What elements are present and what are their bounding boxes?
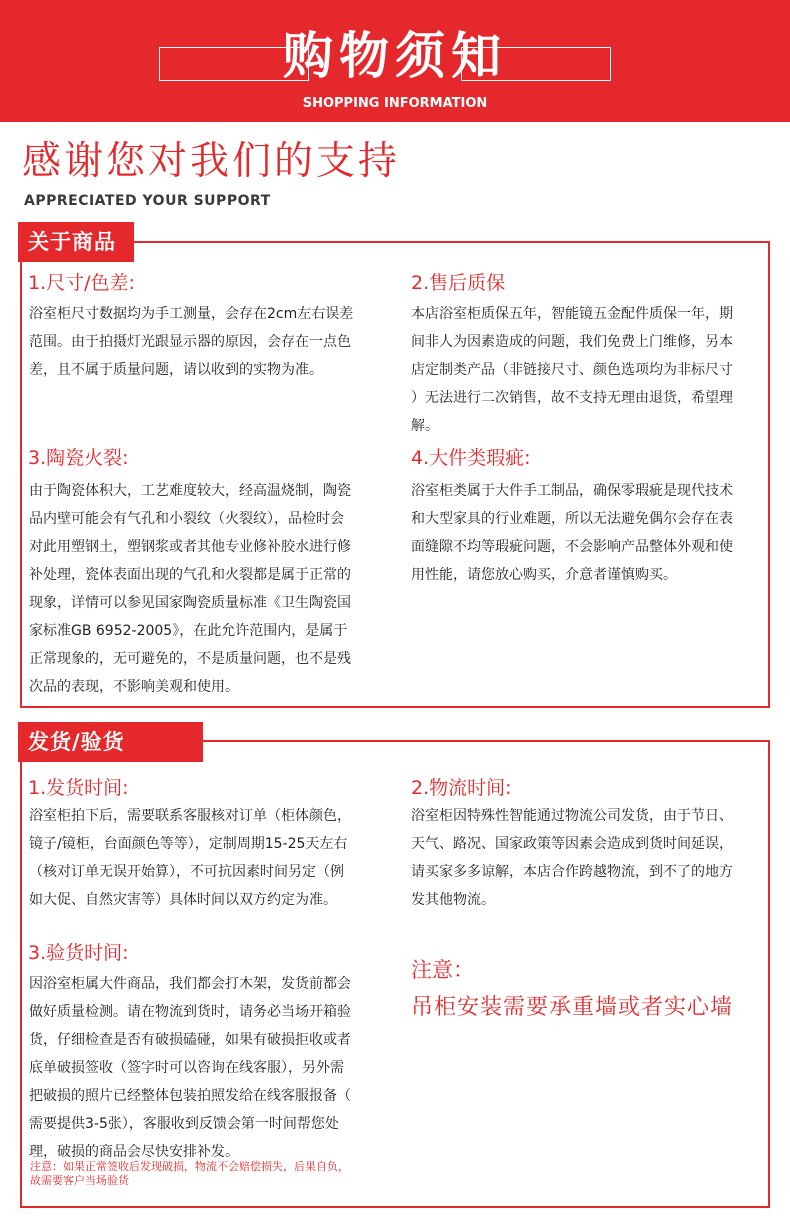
logistics-time-body: 浴室柜因特殊性智能通过物流公司发货，由于节日、 天气、路况、国家政策等因素会造成到货时间延误， 请买家多多谅解，本店合作跨越物流，到不了的地方 发其他物流。 xyxy=(411,808,733,908)
notice-title: 注意： xyxy=(411,958,474,982)
about-section-tag: 关于商品 xyxy=(18,222,134,262)
notice-text: 吊柜安装需要承重墙或者实心墙 xyxy=(411,995,734,1020)
ceramic-crack-title: 3.陶瓷火裂: xyxy=(28,447,129,469)
inspection-time-title: 3.验货时间: xyxy=(28,942,129,964)
shipping-section-tag: 发货/验货 xyxy=(18,722,203,762)
large-item-defect-title: 4.大件类瑕疵: xyxy=(411,447,531,469)
ceramic-crack-body: 由于陶瓷体积大，工艺难度较大，经高温烧制，陶瓷 品内壁可能会有气孔和小裂纹（火裂纹），品检时会 对此用塑钢土，塑钢浆或者其他专业修补胶水进行修 补处理，瓷体表面出现的气孔和火裂都是属于正常的 现象，详情可以参见国家陶瓷质量标准《卫生陶瓷国 家标准GB 6952-2005》，在此允许范围内，是属于 正常现象的，无可避免的，不是质量问题，也不是残 次品的表现，不影响美观和使用。 xyxy=(29,483,351,695)
large-item-defect-body: 浴室柜类属于大件手工制品，确保零瑕疵是现代技术 和大型家具的行业难题，所以无法避免偶尔会存在表 面缝隙不均等瑕疵问题，不会影响产品整体外观和使 用性能，请您放心购买，介意者谨慎购买。 xyxy=(411,483,733,583)
logistics-time-title: 2.物流时间: xyxy=(411,777,512,799)
page-subtitle: SHOPPING INFORMATION xyxy=(302,96,488,111)
inspection-time-body: 因浴室柜属大件商品，我们都会打木架，发货前都会 做好质量检测。请在物流到货时，请务必当场开箱验 货，仔细检查是否有破损磕碰，如果有破损拒收或者 底单破损签收（签字时可以咨询在线客服），另外需 把破损的照片已经整体包装拍照发给在线客服报备（ 需要提供3-5张），客服收到反馈会第一时间帮您处 理，破损的商品会尽快安排补发。 xyxy=(29,976,351,1160)
after-sales-body: 本店浴室柜质保五年，智能镜五金配件质保一年，期 间非人为因素造成的问题，我们免费上门维修，另本 店定制类产品（非链接尺寸、颜色选项均为非标尺寸 ）无法进行二次销售，故不支持无理由退货，希望理 解。 xyxy=(411,306,733,434)
inspection-warning-note: 注意：如果正常签收后发现破损，物流不会赔偿损失，后果自负， 故需要客户当场验货 xyxy=(30,1160,349,1187)
size-color-body: 浴室柜尺寸数据均为手工测量，会存在2cm左右误差 范围。由于拍摄灯光跟显示器的原因，会存在一点色 差，且不属于质量问题，请以收到的实物为准。 xyxy=(29,306,354,378)
ship-time-title: 1.发货时间: xyxy=(28,777,129,799)
thanks-heading: 感谢您对我们的支持 xyxy=(22,139,401,184)
header-banner xyxy=(0,0,790,122)
size-color-title: 1.尺寸/色差: xyxy=(28,272,135,294)
ship-time-body: 浴室柜拍下后，需要联系客服核对订单（柜体颜色， 镜子/镜柜，台面颜色等等），定制周期15-25天左右 （核对订单无误开始算），不可抗因素时间另定（例 如大促、自然灾害等）具体时间以双方约定为准。 xyxy=(29,808,351,908)
thanks-subheading: APPRECIATED YOUR SUPPORT xyxy=(24,193,271,209)
page-title: 购物须知 xyxy=(283,27,507,85)
after-sales-title: 2.售后质保 xyxy=(411,272,506,294)
